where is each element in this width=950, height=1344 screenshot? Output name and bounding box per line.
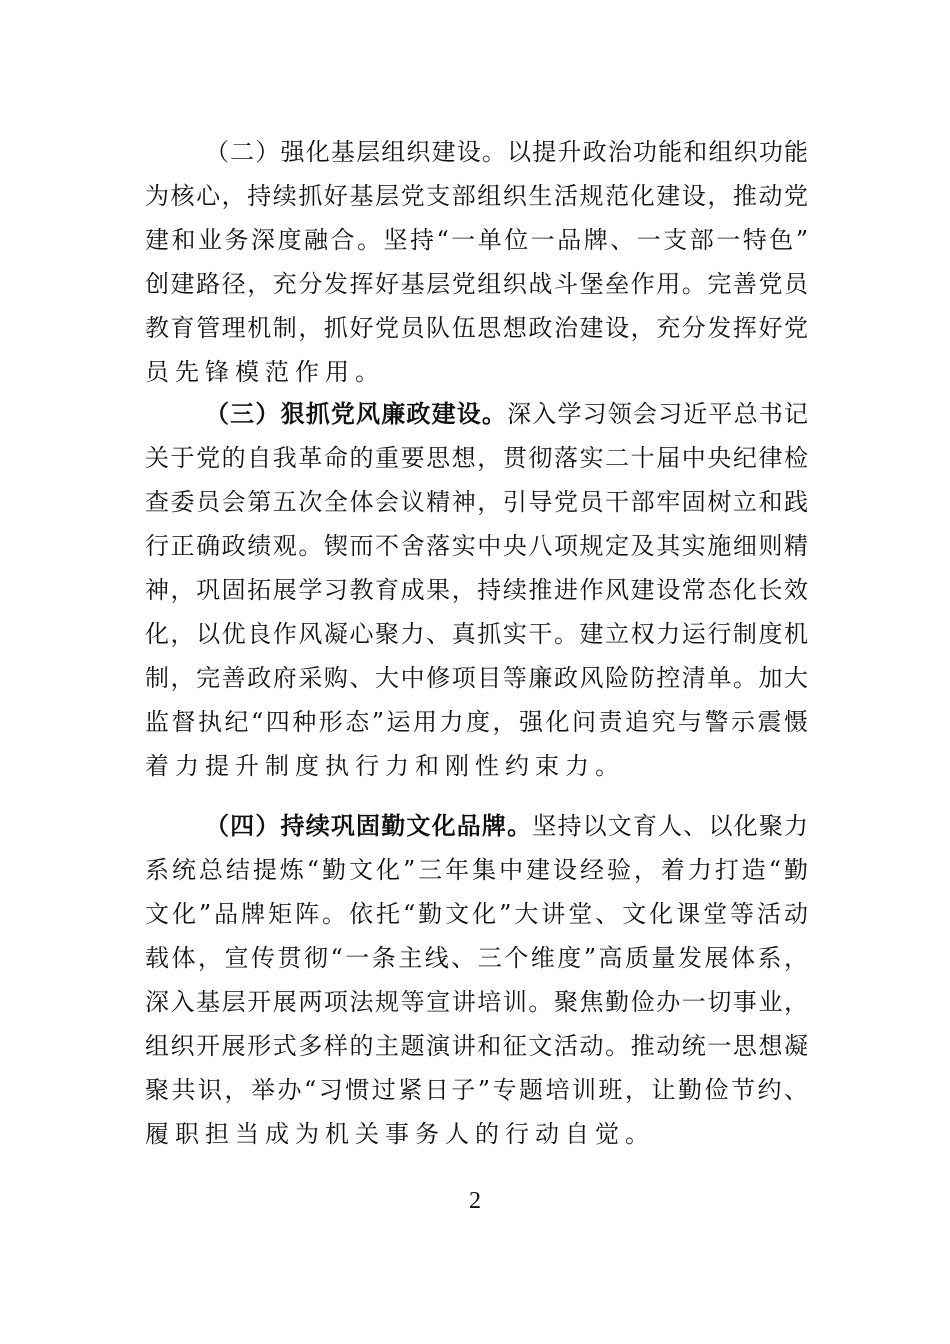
paragraph-line: 建和业务深度融合。坚持“一单位一品牌、一支部一特色” <box>145 226 808 254</box>
paragraph-line: 系统总结提炼“勤文化”三年集中建设经验，着力打造“勤 <box>145 856 808 884</box>
paragraph-first-line <box>145 804 808 848</box>
paragraph-first-line <box>145 392 808 436</box>
paragraph-line: 制，完善政府采购、大中修项目等廉政风险防控清单。加大 <box>145 664 808 692</box>
paragraph-diligence-culture <box>145 804 808 1156</box>
paragraph-line: 创建路径，充分发挥好基层党组织战斗堡垒作用。完善党员 <box>145 270 808 298</box>
text: 以提升政治功能和组织功能 <box>507 138 809 166</box>
paragraph-first-line <box>145 130 808 174</box>
text: 深入学习领会习近平总书记 <box>507 400 809 428</box>
paragraph-line: 神，巩固拓展学习教育成果，持续推进作风建设常态化长效 <box>145 576 808 604</box>
paragraph-line: 为核心，持续抓好基层党支部组织生活规范化建设，推动党 <box>145 182 808 210</box>
paragraph-line: 组织开展形式多样的主题演讲和征文活动。推动统一思想凝 <box>145 1032 808 1060</box>
paragraph-line: 员先锋模范作用。 <box>145 358 385 386</box>
section-heading: （四）持续巩固勤文化品牌。 <box>205 811 533 840</box>
section-heading: （三）狠抓党风廉政建设。 <box>205 399 508 428</box>
paragraph-line: 查委员会第五次全体会议精神，引导党员干部牢固树立和践 <box>145 488 808 516</box>
paragraph-line: 行正确政绩观。锲而不舍落实中央八项规定及其实施细则精 <box>145 532 808 560</box>
text: 坚持以文育人、以化聚力 <box>532 812 809 840</box>
paragraph-strengthen-grassroots <box>145 130 808 394</box>
page-number: 2 <box>469 1188 481 1214</box>
paragraph-line: 载体，宣传贯彻“一条主线、三个维度”高质量发展体系， <box>145 944 808 972</box>
paragraph-line: 文化”品牌矩阵。依托“勤文化”大讲堂、文化课堂等活动 <box>145 900 808 928</box>
paragraph-party-conduct <box>145 392 808 788</box>
paragraph-line: 监督执纪“四种形态”运用力度，强化问责追究与警示震慑 <box>145 708 808 736</box>
paragraph-line: 履职担当成为机关事务人的行动自觉。 <box>145 1120 655 1148</box>
paragraph-line: 化，以优良作风凝心聚力、真抓实干。建立权力运行制度机 <box>145 620 808 648</box>
paragraph-line: 深入基层开展两项法规等宣讲培训。聚焦勤俭办一切事业， <box>145 988 808 1016</box>
paragraph-line: 着力提升制度执行力和刚性约束力。 <box>145 752 625 780</box>
paragraph-line: 教育管理机制，抓好党员队伍思想政治建设，充分发挥好党 <box>145 314 808 342</box>
paragraph-line: 关于党的自我革命的重要思想，贯彻落实二十届中央纪律检 <box>145 444 808 472</box>
paragraph-line: 聚共识，举办“习惯过紧日子”专题培训班，让勤俭节约、 <box>145 1076 808 1104</box>
section-heading: （二）强化基层组织建设。 <box>205 138 508 166</box>
